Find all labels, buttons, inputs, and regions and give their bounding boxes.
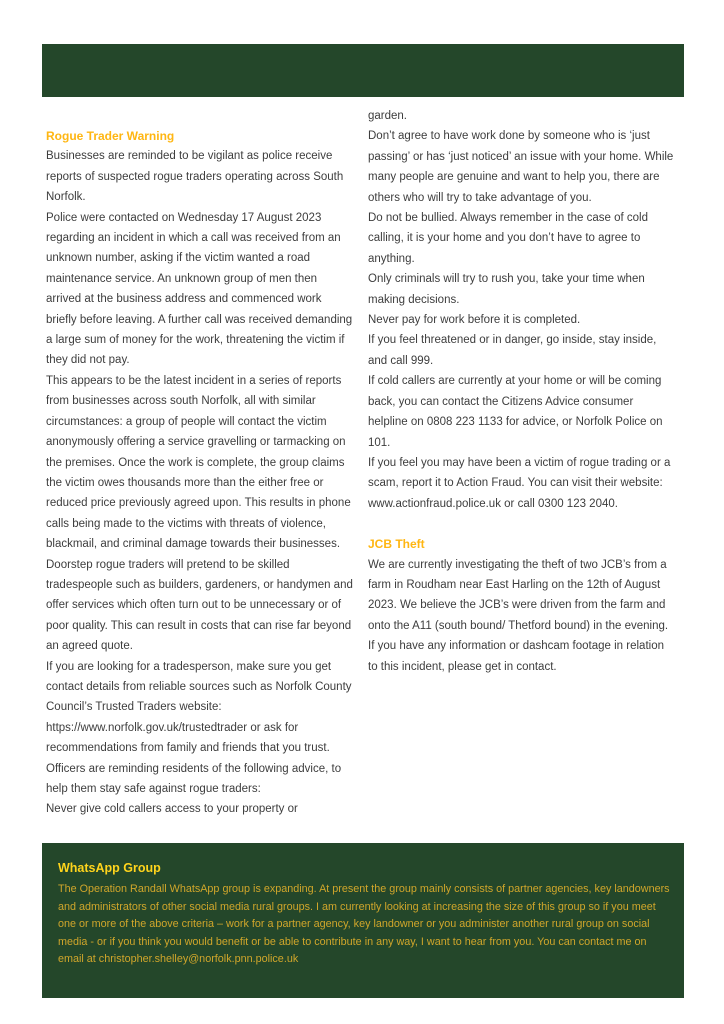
paragraph: Doorstep rogue traders will pretend to be skilled tradespeople such as builders, gardeners, or handymen and offer services which often turn out to be unnecessary or of poor quality. This can result in costs that can rise far beyond an agreed quote.: [46, 558, 353, 653]
footer-heading: WhatsApp Group: [58, 861, 161, 875]
paragraph: Never give cold callers access to your property or: [46, 803, 298, 816]
paragraph: This appears to be the latest incident in a series of reports from businesses across south Norfolk, all with similar circumstances: a group of people will contact the victim anonymously offering a service gravelling or tarmacking on the premises. Once the work is complete, the group claims the victim owes thousands more than the either free or reduced price previously agreed upon. This results in phone calls being made to the victims with threats of violence, blackmail, and criminal damage towards their businesses.: [46, 374, 351, 551]
paragraph: garden.: [368, 110, 408, 122]
paragraph: If you feel you may have been a victim of rogue trading or a scam, report it to Action Fraud. You can visit their website: www.actionfraud.police.uk or call 0300 123 2040.: [368, 456, 671, 510]
paragraph: Don’t agree to have work done by someone who is ‘just passing’ or has ‘just noticed’ an issue with your home. While many people are genuine and want to help you, there are others who will try to take advantage of you.: [368, 130, 674, 204]
paragraph: If you are looking for a tradesperson, make sure you get contact details from reliable sources such as Norfolk County Council’s Trusted Traders website: https://www.norfolk.gov.uk/trustedtrader or ask for recommendations from family and friends that you trust.: [46, 660, 352, 755]
footer-body-text: The Operation Randall WhatsApp group is expanding. At present the group mainly consists of partner agencies, key landowners and administrators of other social media rural groups. I am currently looking at increasing the size of this group so if you meet one or more of the above criteria – work for a partner agency, key landowner or you administer another rural group on social media - or if you think you would benefit or be able to contribute in any way, I want to hear from you. You can contact me on email at christopher.shelley@norfolk.pnn.police.uk: [58, 883, 670, 965]
paragraph: Do not be bullied. Always remember in the case of cold calling, it is your home and you don’t have to agree to anything.: [368, 212, 648, 265]
paragraph: Only criminals will try to rush you, take your time when making decisions.: [368, 273, 645, 306]
paragraph: If cold callers are currently at your home or will be coming back, you can contact the Citizens Advice consumer helpline on 0808 223 1133 for advice, or Norfolk Police on 101.: [368, 375, 663, 449]
whatsapp-group-panel: [42, 843, 684, 998]
article-column-left: [46, 106, 354, 820]
paragraph: Never pay for work before it is completed.: [368, 314, 581, 327]
article-columns: [46, 106, 676, 820]
section-heading: Rogue Trader Warning: [46, 129, 175, 143]
paragraph: Police were contacted on Wednesday 17 August 2023 regarding an incident in which a call was received from an unknown number, asking if the victim wanted a road maintenance service. An unknown group of men then arrived at the business address and commenced work briefly before leaving. A further call was received demanding a large sum of money for the work, threatening the victim if they did not pay.: [46, 211, 353, 367]
article-column-right: [368, 106, 676, 820]
paragraph: Officers are reminding residents of the following advice, to help them stay safe against rogue traders:: [46, 762, 342, 795]
section-heading: JCB Theft: [368, 537, 425, 552]
paragraph: We are currently investigating the theft of two JCB’s from a farm in Roudham near East Harling on the 12th of August 2023. We believe the JCB’s were driven from the farm and onto the A11 (south bound/ Thetford bound) in the evening. If you have any information or dashcam footage in relation to this incident, please get in contact.: [368, 558, 669, 673]
paragraph: Businesses are reminded to be vigilant as police receive reports of suspected rogue traders operating across South Norfolk.: [46, 150, 344, 204]
paragraph: If you feel threatened or in danger, go inside, stay inside, and call 999.: [368, 334, 657, 367]
header-banner: [42, 44, 684, 97]
